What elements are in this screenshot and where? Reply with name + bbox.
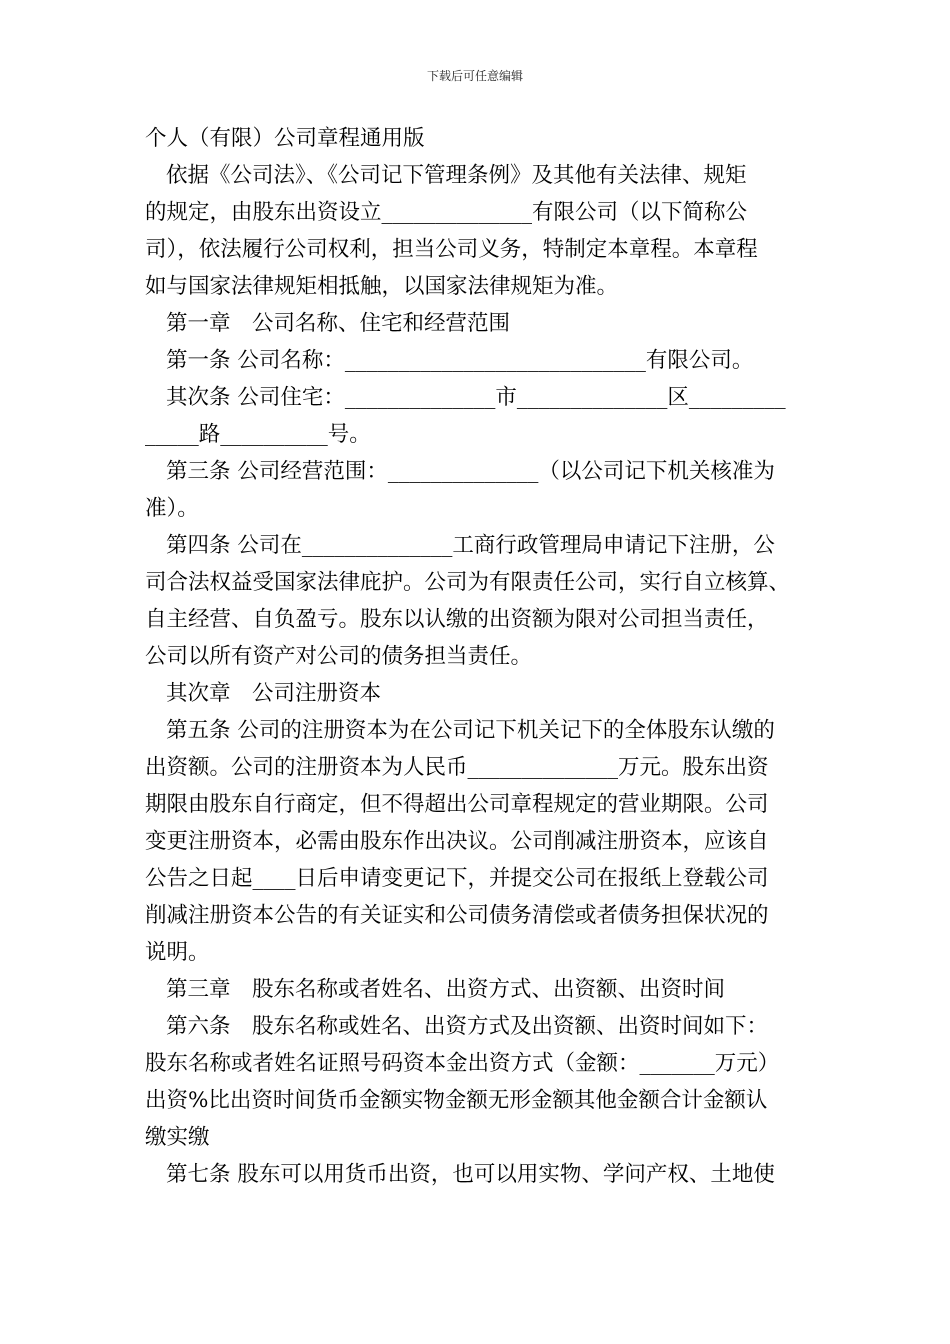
text-line: 第七条 股东可以用货币出资，也可以用实物、学问产权、土地使: [166, 1162, 775, 1187]
text-line: _____路__________号。: [145, 422, 371, 447]
text-line: 削减注册资本公告的有关证实和公司债务清偿或者债务担保状况的: [145, 903, 769, 928]
text-line: 司），依法履行公司权利，担当公司义务，特制定本章程。本章程: [145, 237, 758, 262]
text-line: 第六条 股东名称或姓名、出资方式及出资额、出资时间如下：: [166, 1014, 769, 1039]
text-line: 其次章 公司注册资本: [166, 681, 382, 706]
text-line: 第一条 公司名称：____________________________有限公司。: [166, 348, 754, 373]
text-line: 公司以所有资产对公司的债务担当责任。: [145, 644, 533, 669]
text-line: 第四条 公司在______________工商行政管理局申请记下注册，公: [166, 533, 775, 558]
text-line: 第三章 股东名称或者姓名、出资方式、出资额、出资时间: [166, 977, 726, 1002]
text-line: 第三条 公司经营范围：______________（以公司记下机关核准为: [166, 459, 775, 484]
text-line: 期限由股东自行商定，但不得超出公司章程规定的营业期限。公司: [145, 792, 769, 817]
text-line: 股东名称或者姓名证照号码资本金出资方式（金额：_______万元）: [145, 1051, 780, 1076]
text-line: 依据《公司法》、《公司记下管理条例》及其他有关法律、规矩: [166, 163, 747, 188]
text-line: 出资%比出资时间货币金额实物金额无形金额其他金额合计金额认: [145, 1088, 768, 1113]
text-line: 个人（有限）公司章程通用版: [145, 126, 425, 151]
text-line: 自主经营、自负盈亏。股东以认缴的出资额为限对公司担当责任，: [145, 607, 769, 632]
text-line: 说明。: [145, 940, 210, 965]
text-line: 司合法权益受国家法律庇护。公司为有限责任公司，实行自立核算、: [145, 570, 791, 595]
text-line: 变更注册资本，必需由股东作出决议。公司削减注册资本，应该自: [145, 829, 769, 854]
text-line: 其次条 公司住宅：______________市______________区_________: [166, 385, 786, 410]
text-line: 如与国家法律规矩相抵触，以国家法律规矩为准。: [145, 274, 619, 299]
text-line: 公告之日起____日后申请变更记下，并提交公司在报纸上登载公司: [145, 866, 769, 891]
page-header: 下载后可任意编辑: [426, 69, 523, 83]
text-line: 准）。: [145, 496, 199, 521]
document-body: [145, 120, 815, 1193]
text-line: 第一章 公司名称、住宅和经营范围: [166, 311, 511, 336]
text-line: 的规定，由股东出资设立______________有限公司（以下简称公: [145, 200, 748, 225]
text-line: 第五条 公司的注册资本为在公司记下机关记下的全体股东认缴的: [166, 718, 775, 743]
text-line: 缴实缴: [145, 1125, 210, 1150]
text-line: 出资额。公司的注册资本为人民币______________万元。股东出资: [145, 755, 769, 780]
